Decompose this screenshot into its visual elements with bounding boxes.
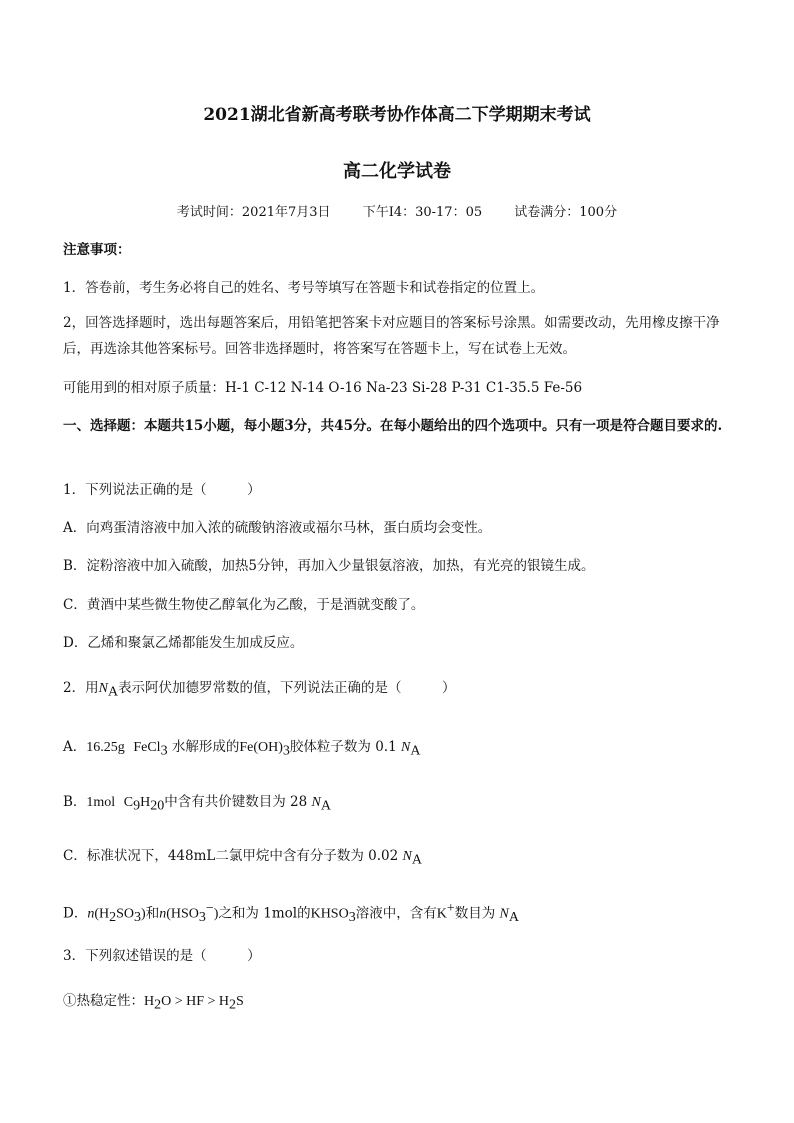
q1-option-a: A．向鸡蛋清溶液中加入浓的硫酸钠溶液或福尔马林，蛋白质均会变性。	[63, 520, 492, 536]
q2-option-a: A．16.25g FeCl$_3$ 水解形成的$Fe(OH)_3$胶体粒子数为 0.1 $N_A$	[63, 739, 421, 759]
q3-stem: 3．下列叙述错误的是（ ）	[63, 948, 261, 964]
full-score: 试卷满分：100分	[514, 205, 618, 220]
q1-option-d: D．乙烯和聚氯乙烯都能发生加成反应。	[63, 635, 304, 651]
q1-option-b: B．淀粉溶液中加入硫酸，加热5分钟，再加入少量银氨溶液，加热，有光亮的银镜生成。	[63, 558, 595, 574]
q1-option-c: C．黄酒中某些微生物使乙醇氧化为乙酸，于是酒就变酸了。	[63, 597, 425, 613]
exam-subtitle: 高二化学试卷	[343, 161, 451, 182]
notice-item-1: 1．答卷前，考生务必将自己的姓名、考号等填写在答题卡和试卷指定的位置上。	[63, 280, 545, 296]
exam-meta	[0, 201, 794, 220]
atomic-masses: 可能用到的相对原子质量：H-1 C-12 N-14 O-16 Na-23 Si-28 P-31 C1-35.5 Fe-56	[63, 380, 583, 396]
q2-option-d: D．$n(H_2SO_3)$和$n(HSO_3^-)$之和为 1mol的$KHSO_3$溶液中，含有K+数目为 $N_A$	[63, 901, 519, 926]
exam-title: 2021湖北省新高考联考协作体高二下学期期末考试	[203, 105, 591, 125]
exam-session: 下午I4：30-17：05	[362, 205, 483, 220]
exam-time: 考试时间：2021年7月3日	[176, 205, 331, 220]
q2-option-b: B．1mol $C_9H_{20}$中含有共价键数目为 28 $N_A$	[63, 794, 332, 814]
q2-stem: 2．用$N_A$表示阿伏加德罗常数的值，下列说法正确的是（ ）	[63, 680, 456, 700]
q1-stem: 1．下列说法正确的是（ ）	[63, 482, 261, 498]
q3-item-1: ①热稳定性：$H_2O$ > HF > $H_2S$	[63, 993, 244, 1013]
notice-item-2: 2，回答选择题时，选出每题答案后，用铅笔把答案卡对应题目的答案标号涂黑。如需要改动，先用橡皮擦干净后，再选涂其他答案标号。回答非选择题时，将答案写在答题卡上，写在试卷上无效。	[63, 315, 720, 357]
section-1-heading: 一、选择题：本题共15小题，每小题3分，共45分。在每小题给出的四个选项中。只有一项是符合题目要求的.	[63, 418, 723, 434]
q2-option-c: C．标准状况下，448mL二氯甲烷中含有分子数为 0.02 $N_A$	[63, 848, 422, 868]
notice-heading: 注意事项：	[63, 242, 131, 258]
